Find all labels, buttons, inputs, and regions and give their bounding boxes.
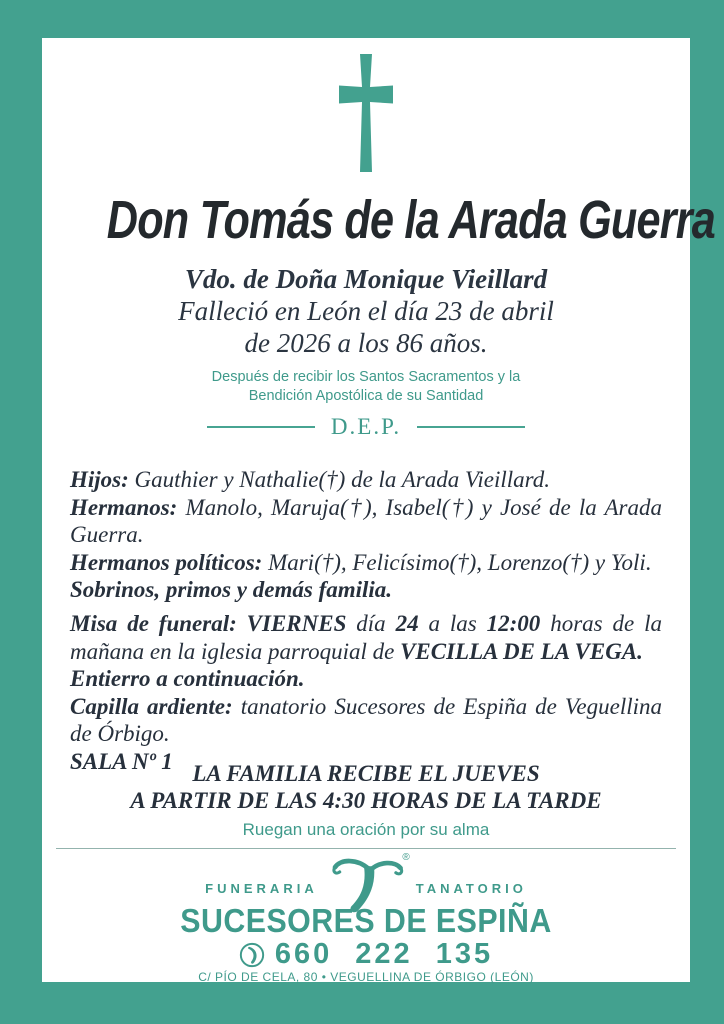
- spouse-line: Vdo. de Doña Monique Vieillard: [184, 264, 548, 294]
- reception-line-2: A PARTIR DE LAS 4:30 HORAS DE LA TARDE: [130, 788, 602, 813]
- funeral-line: SALA Nº 1: [70, 748, 173, 774]
- family-section: [42, 466, 690, 604]
- funeral-line: Misa de funeral: VIERNES día 24 a las 12:00 horas de la mañana en la iglesia parroquial de VECILLA DE LA VEGA.: [70, 611, 663, 664]
- tanatorio-label: TANATORIO: [415, 880, 527, 896]
- reception-notice: [42, 760, 690, 814]
- dep-separator-right: [417, 426, 525, 428]
- deceased-name: Don Tomás de la Arada Guerra: [106, 190, 715, 250]
- family-line: Hermanos políticos: Mari(†), Felicísimo(†), Lorenzo(†) y Yoli.: [70, 549, 652, 575]
- obituary-sheet: [42, 38, 715, 984]
- registered-mark: ®: [402, 852, 410, 863]
- address-line: C/ PÍO DE CELA, 80 • VEGUELLINA DE ÓRBIGO (LEÓN): [198, 970, 534, 984]
- family-line: Hermanos: Manolo, Maruja(†), Isabel(†) y José de la Arada Guerra.: [70, 494, 663, 547]
- sacraments-line-2: Bendición Apostólica de su Santidad: [248, 388, 484, 404]
- funeraria-label: FUNERARIA: [205, 880, 318, 896]
- death-line-2: de 2026 a los 86 años.: [244, 328, 488, 358]
- footer-divider: [56, 848, 676, 849]
- phone-icon: [239, 942, 265, 968]
- family-line: Sobrinos, primos y demás familia.: [70, 577, 393, 602]
- family-line: Hijos: Gauthier y Nathalie(†) de la Arada Vieillard.: [70, 467, 550, 492]
- company-name: SUCESORES DE ESPIÑA: [180, 902, 552, 939]
- cross-icon: [42, 54, 690, 177]
- reception-line-1: LA FAMILIA RECIBE EL JUEVES: [192, 761, 540, 786]
- funeral-section: [42, 610, 690, 775]
- funeral-line: Entierro a continuación.: [70, 666, 305, 691]
- sacraments-line-1: Después de recibir los Santos Sacramentos y la: [211, 369, 521, 385]
- dep-row: [42, 414, 690, 440]
- prayer-line: Ruegan una oración por su alma: [242, 820, 490, 839]
- dep-label: D.E.P.: [330, 414, 402, 439]
- phone-number: 660 222 135: [274, 938, 494, 970]
- funeral-line: Capilla ardiente: tanatorio Sucesores de Espiña de Veguellina de Órbigo.: [70, 693, 662, 746]
- dep-separator-left: [207, 426, 315, 428]
- phone-row: [42, 938, 690, 971]
- sacraments-note: [42, 368, 690, 406]
- death-line-1: Falleció en León el día 23 de abril: [178, 296, 554, 326]
